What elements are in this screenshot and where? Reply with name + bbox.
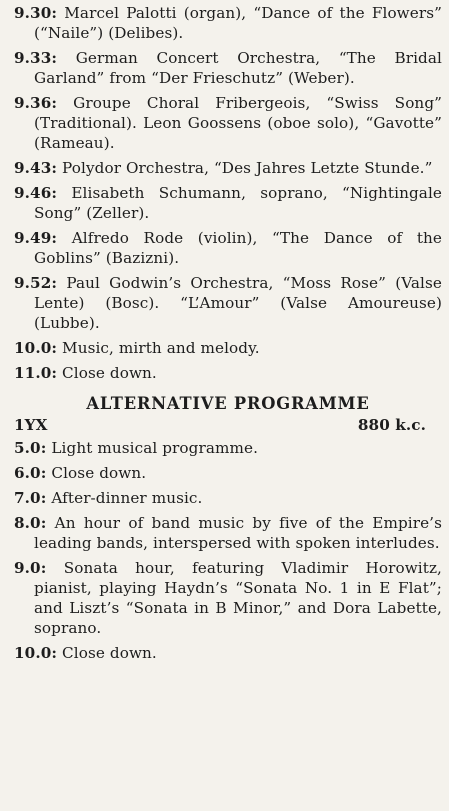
station-line bbox=[14, 416, 442, 436]
entry-time: 10.0: bbox=[14, 338, 58, 357]
entry-text: Marcel Palotti (organ), “Dance of the Flowers” (“Naile”) (Delibes). bbox=[34, 4, 442, 42]
programme-entry bbox=[14, 274, 442, 334]
entry-text: Polydor Orchestra, “Des Jahres Letzte Stunde.” bbox=[62, 158, 433, 177]
entry-time: 9.52: bbox=[14, 274, 58, 292]
entry-text: Close down. bbox=[62, 364, 157, 382]
programme-entry bbox=[14, 4, 442, 44]
programme-entry bbox=[14, 644, 442, 664]
entry-text: German Concert Orchestra, “The Bridal Garland” from “Der Frieschutz” (Weber). bbox=[34, 49, 442, 87]
programme-entry bbox=[14, 339, 442, 359]
entry-time: 10.0: bbox=[14, 643, 58, 662]
entry-text: Close down. bbox=[62, 643, 157, 662]
programme-entry bbox=[14, 364, 442, 384]
main-programme-list bbox=[14, 4, 442, 384]
entry-text: Music, mirth and melody. bbox=[62, 338, 260, 357]
entry-text: Alfredo Rode (violin), “The Dance of the Goblins” (Bazizni). bbox=[34, 229, 442, 267]
programme-entry bbox=[14, 439, 442, 459]
programme-entry bbox=[14, 94, 442, 154]
entry-text: After-dinner music. bbox=[51, 488, 203, 507]
entry-text: Paul Godwin’s Orchestra, “Moss Rose” (Valse Lente) (Bosc). “L’Amour” (Valse Amoureuse) (Lubbe). bbox=[34, 274, 442, 332]
entry-time: 5.0: bbox=[14, 438, 47, 457]
entry-text: Groupe Choral Fribergeois, “Swiss Song” (Traditional). Leon Goossens (oboe solo), “Gavotte” (Rameau). bbox=[34, 94, 443, 152]
entry-text: Sonata hour, featuring Vladimir Horowitz, pianist, playing Haydn’s “Sonata No. 1 in E Flat”; and Liszt’s “Sonata in B Minor,” and Dora Labette, soprano. bbox=[34, 559, 442, 637]
entry-time: 8.0: bbox=[14, 514, 47, 532]
entry-text: Close down. bbox=[51, 463, 147, 482]
entry-text: Elisabeth Schumann, soprano, “Nightingale Song” (Zeller). bbox=[34, 184, 442, 222]
station-frequency: 880 k.c. bbox=[357, 415, 426, 434]
entry-text: Light musical programme. bbox=[51, 438, 259, 457]
entry-time: 9.46: bbox=[14, 184, 58, 202]
programme-entry bbox=[14, 464, 442, 484]
entry-time: 6.0: bbox=[14, 463, 47, 482]
entry-time: 9.43: bbox=[14, 158, 58, 177]
alternative-programme-heading: ALTERNATIVE PROGRAMME bbox=[86, 393, 370, 413]
alternative-programme-list bbox=[14, 439, 442, 664]
programme-entry bbox=[14, 514, 442, 554]
programme-entry bbox=[14, 489, 442, 509]
programme-entry bbox=[14, 184, 442, 224]
entry-time: 11.0: bbox=[14, 364, 58, 382]
entry-time: 9.0: bbox=[14, 559, 47, 577]
programme-column bbox=[14, 4, 442, 669]
entry-text: An hour of band music by five of the Empire’s leading bands, interspersed with spoken interludes. bbox=[34, 514, 442, 552]
station-callsign: 1YX bbox=[14, 415, 48, 434]
entry-time: 7.0: bbox=[14, 488, 47, 507]
programme-entry bbox=[14, 49, 442, 89]
programme-entry bbox=[14, 159, 442, 179]
programme-entry bbox=[14, 559, 442, 639]
entry-time: 9.36: bbox=[14, 94, 58, 112]
programme-entry bbox=[14, 229, 442, 269]
entry-time: 9.33: bbox=[14, 49, 58, 67]
entry-time: 9.49: bbox=[14, 229, 58, 247]
entry-time: 9.30: bbox=[14, 4, 58, 22]
